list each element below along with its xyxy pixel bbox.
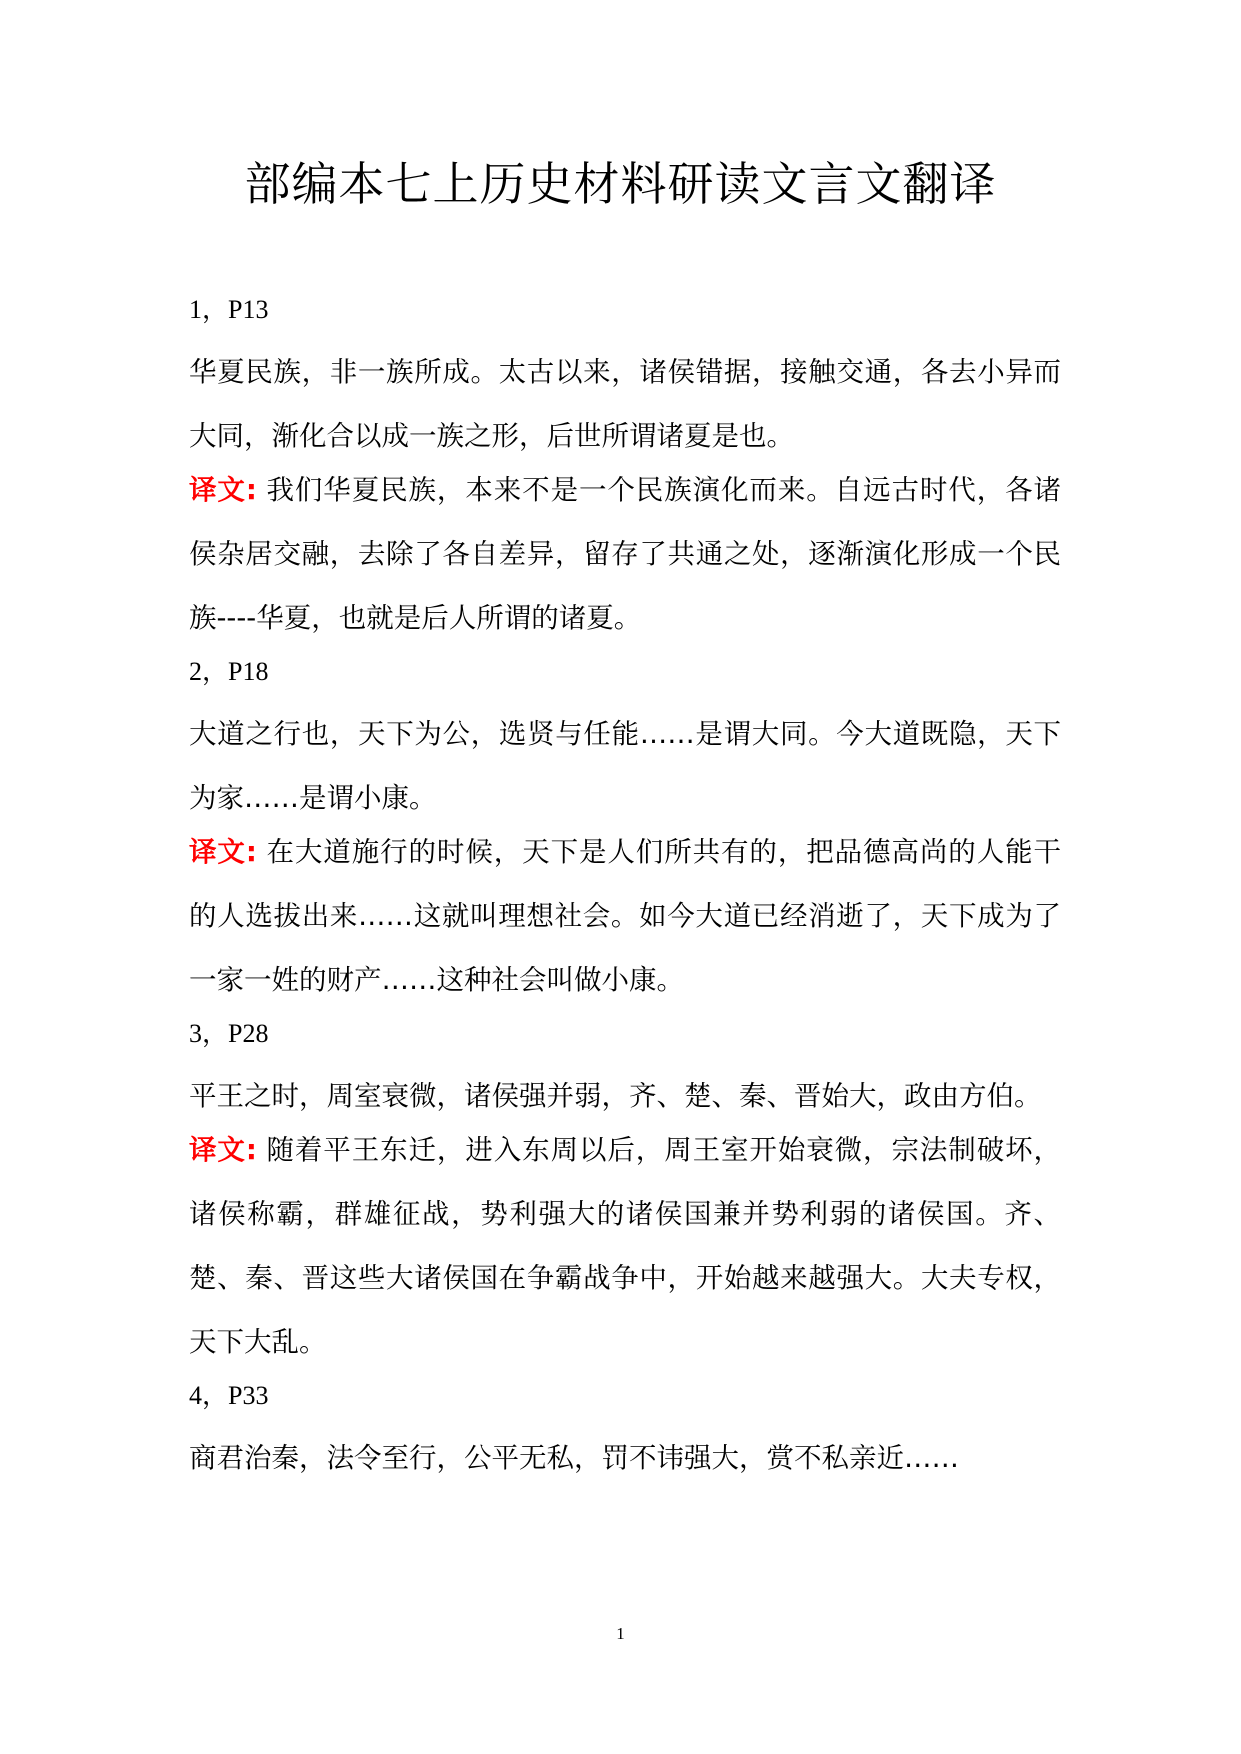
original-text: 平王之时，周室衰微，诸侯强并弱，齐、楚、秦、晋始大，政由方伯。 xyxy=(189,1080,1042,1112)
document-body xyxy=(189,291,1061,1493)
original-text: 商君治秦，法令至行，公平无私，罚不讳强大，赏不私亲近…… xyxy=(189,1442,959,1474)
translation-label: 译文: xyxy=(189,474,257,506)
section-heading: 4，P33 xyxy=(189,1381,269,1410)
original-text: 华夏民族，非一族所成。太古以来，诸侯错据，接触交通，各去小异而大同，渐化合以成一族之形，后世所谓诸夏是也。 xyxy=(189,356,1061,452)
translation-text: 在大道施行的时候，天下是人们所共有的，把品德高尚的人能干的人选拔出来……这就叫理想社会。如今大道已经消逝了，天下成为了一家一姓的财产……这种社会叫做小康。 xyxy=(189,836,1062,996)
translation-label: 译文: xyxy=(189,836,257,868)
translation-label: 译文: xyxy=(189,1134,257,1166)
translation-paragraph xyxy=(189,1118,1061,1374)
translation-text: 随着平王东迁，进入东周以后，周王室开始衰微，宗法制破坏，诸侯称霸，群雄征战，势利强大的诸侯国兼并势利弱的诸侯国。齐、楚、秦、晋这些大诸侯国在争霸战争中，开始越来越强大。大夫专权，天下大乱。 xyxy=(189,1134,1062,1358)
original-text: 大道之行也，天下为公，选贤与任能……是谓大同。今大道既隐，天下为家……是谓小康。 xyxy=(189,718,1061,814)
page-number: 1 xyxy=(616,1624,625,1643)
translation-paragraph xyxy=(189,458,1061,650)
document-title: 部编本七上历史材料研读文言文翻译 xyxy=(244,157,997,211)
section-heading: 2，P18 xyxy=(189,657,269,686)
section-heading: 1，P13 xyxy=(189,295,269,324)
section-heading: 3，P28 xyxy=(189,1019,269,1048)
translation-paragraph xyxy=(189,820,1061,1012)
translation-text: 我们华夏民族，本来不是一个民族演化而来。自远古时代，各诸侯杂居交融，去除了各自差异，留存了共通之处，逐渐演化形成一个民族----华夏，也就是后人所谓的诸夏。 xyxy=(189,474,1062,634)
